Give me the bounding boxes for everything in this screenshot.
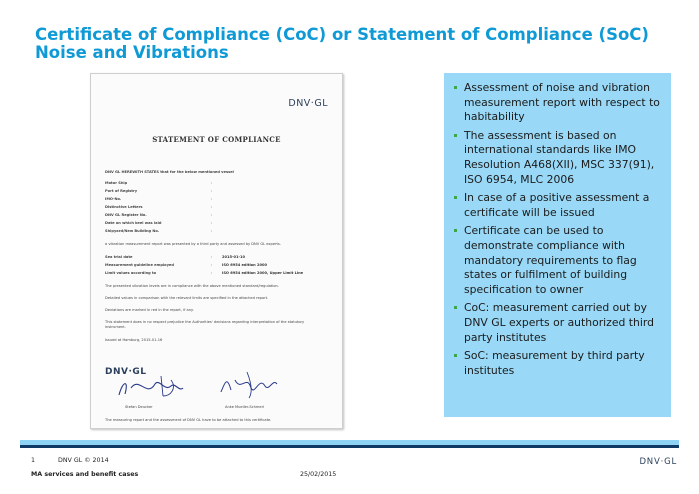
handwritten-signatures: [101, 362, 301, 404]
document-paragraph: instrument.: [105, 325, 126, 329]
document-paragraph: The presented vibration levels are in compliance with the above mentioned standard/regulation.: [105, 284, 279, 288]
page-number: 1: [31, 457, 36, 464]
document-intro: DNV GL HEREWITH STATES that for the below mentioned vessel: [105, 170, 234, 174]
bullet-item: Assessment of noise and vibration measurement report with respect to habitability: [454, 81, 665, 125]
field-label: Shipyard/New Building No.: [105, 229, 160, 233]
document-footer-note: The measuring report and the assessment of DNV GL have to be attached to this certificate.: [105, 418, 272, 422]
bullet-list: [444, 73, 671, 378]
trial-label: Limit values according to: [105, 271, 157, 275]
document-paragraph: Deviations are marked in red in the report, if any.: [105, 308, 194, 312]
trial-value: 2015-01-10: [222, 255, 245, 259]
slide-title-line2: Noise and Vibrations: [35, 43, 229, 62]
bullet-item: In case of a positive assessment a certificate will be issued: [454, 191, 665, 220]
field-label: Motor Ship: [105, 181, 128, 185]
field-label: Distinctive Letters: [105, 205, 143, 209]
trial-value: ISO 6954 edition 2000, Upper Limit Line: [222, 271, 304, 275]
document-title: STATEMENT OF COMPLIANCE: [152, 135, 281, 144]
bullet-square-icon: [454, 354, 457, 357]
footer-date: 25/02/2015: [300, 471, 337, 478]
dnv-gl-logo: DNV·GL: [639, 457, 677, 467]
bullet-item: Certificate can be used to demonstrate compliance with mandatory requirements to flag states or fulfilment of building specification to owner: [454, 224, 665, 297]
document-paragraph: This statement does in no respect prejudice the Authorities' decisions regarding interpretation of the statutory: [105, 320, 305, 324]
certificate-document-image: DNV·GL STATEMENT OF COMPLIANCE DNV GL HEREWITH STATES that for the below mentioned vessel Motor Ship : Port of Registry : IMO-No. : Distinctive Letters : DNV GL Register No. : Date on which keel was laid : Shipyard/New Building No. : a vibration measurement report was presented by a third party and assessed by DNV GL experts. Sea trial date : 2015-01-10 Measurement guideline employed : ISO 6954 edition 2000 Limit values according to : ISO 6954 edition 2000, Upper Limit Line The presented vibration levels are in compliance with the above mentioned standard/regulation. Detailed values in comparison with the relevant limits are specified in the attached report. Deviations are marked in red in the report, if any. This statement does in no respect prejudice the Authorities' decisions regarding interpretation of the statutory instrument. Issued at Hamburg, 2015-01-16 DNV·GL Stefan Deucker Anke Mueller-Schmerl The measuring report and the assessment of DNV GL have to be attached to this certificate.: [90, 73, 343, 429]
document-paragraph: Detailed values in comparison with the relevant limits are specified in the attached report.: [105, 296, 269, 300]
bullet-item: CoC: measurement carried out by DNV GL experts or authorized third party institutes: [454, 301, 665, 345]
bullet-item: The assessment is based on international standards like IMO Resolution A468(XII), MSC 337(91), ISO 6954, MLC 2006: [454, 129, 665, 187]
slide-title-line1: Certificate of Compliance (CoC) or Statement of Compliance (SoC): [35, 25, 649, 44]
bullet-square-icon: [454, 229, 457, 232]
signature-stamp-logo: DNV·GL: [105, 367, 147, 377]
trial-value: ISO 6954 edition 2000: [222, 263, 267, 267]
signer-name: Stefan Deucker: [125, 405, 153, 409]
bullet-item: SoC: measurement by third party institutes: [454, 349, 665, 378]
bullet-square-icon: [454, 134, 457, 137]
bullet-square-icon: [454, 196, 457, 199]
copyright: DNV GL © 2014: [58, 457, 109, 464]
field-label: Date on which keel was laid: [105, 221, 162, 225]
footer-band-dark: [20, 445, 679, 448]
document-logo: DNV·GL: [288, 98, 328, 109]
trial-label: Measurement guideline employed: [105, 263, 174, 267]
report-note: a vibration measurement report was presented by a third party and assessed by DNV GL experts.: [105, 242, 281, 246]
field-label: Port of Registry: [105, 189, 138, 193]
bullet-square-icon: [454, 306, 457, 309]
field-label: IMO-No.: [105, 197, 122, 201]
issued-line: Issued at Hamburg, 2015-01-16: [105, 338, 163, 342]
slide-title: [35, 26, 675, 62]
bullet-square-icon: [454, 86, 457, 89]
presentation-title: MA services and benefit cases: [31, 471, 139, 478]
field-label: DNV GL Register No.: [105, 213, 147, 217]
signer-name: Anke Mueller-Schmerl: [225, 405, 265, 409]
bullet-box: [444, 73, 671, 417]
trial-label: Sea trial date: [105, 255, 133, 259]
